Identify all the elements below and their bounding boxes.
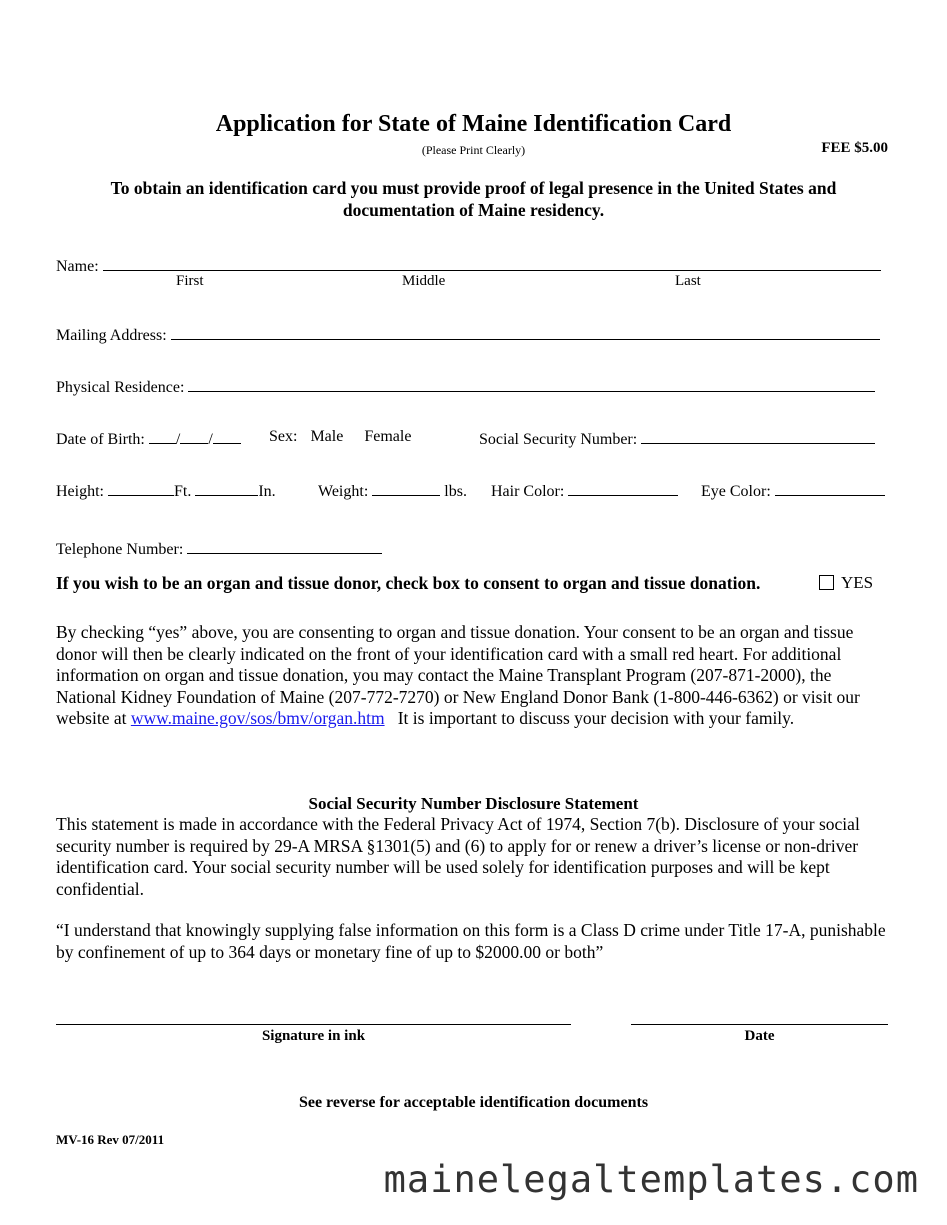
hair-label: Hair Color: <box>491 483 565 500</box>
name-sub-last: Last <box>675 273 701 289</box>
height-label: Height: <box>56 483 104 500</box>
eye-label: Eye Color: <box>701 483 771 500</box>
name-sub-middle: Middle <box>402 273 446 289</box>
weight-row <box>318 480 467 501</box>
name-field[interactable] <box>103 255 881 271</box>
sex-row <box>269 428 411 446</box>
dob-day-field[interactable] <box>180 428 208 444</box>
ssn-field[interactable] <box>641 428 875 444</box>
weight-label: Weight: <box>318 483 369 500</box>
donor-info-text-end: It is important to discuss your decision with your family. <box>384 708 795 728</box>
eye-color-field[interactable] <box>775 480 885 496</box>
phone-row <box>56 538 382 559</box>
dob-label: Date of Birth: <box>56 431 145 448</box>
sex-female-option[interactable]: Female <box>364 428 412 445</box>
physical-row <box>56 376 875 397</box>
sex-male-option[interactable]: Male <box>310 428 344 445</box>
sex-label: Sex: <box>269 428 298 445</box>
donor-yes-label: YES <box>841 573 874 592</box>
physical-residence-field[interactable] <box>188 376 875 392</box>
intro-statement: To obtain an identification card you must provide proof of legal presence in the United States and documentation of Maine residency. <box>110 178 837 220</box>
dob-row <box>56 428 241 449</box>
mailing-address-field[interactable] <box>171 324 880 340</box>
ft-label: Ft. <box>174 483 192 500</box>
weight-field[interactable] <box>372 480 440 496</box>
lbs-label: lbs. <box>444 483 467 500</box>
height-in-field[interactable] <box>195 480 258 496</box>
ssn-disclosure-text: This statement is made in accordance with the Federal Privacy Act of 1974, Section 7(b). Disclosure of your social security number is required by 29-A MRSA §1301(5) and (6) to apply for or renew a driver’s license or non-driver identification card. Your social security number will be used solely for identification purposes and will be kept confidential. <box>56 814 860 899</box>
mailing-label: Mailing Address: <box>56 327 167 344</box>
eye-row <box>701 480 885 501</box>
in-label: In. <box>258 483 276 500</box>
date-line[interactable] <box>631 1024 888 1025</box>
ssn-row <box>479 428 875 449</box>
donor-info-paragraph <box>56 622 894 730</box>
reverse-note: See reverse for acceptable identification documents <box>298 1094 649 1111</box>
form-id: MV-16 Rev 07/2011 <box>56 1132 165 1147</box>
ssn-disclosure-heading: Social Security Number Disclosure Statement <box>308 794 639 813</box>
hair-color-field[interactable] <box>568 480 678 496</box>
false-info-warning: “I understand that knowingly supplying false information on this form is a Class D crime under Title 17-A, punishable by confinement of up to 364 days or monetary fine of up to $2000.00 or both” <box>56 920 886 962</box>
phone-label: Telephone Number: <box>56 541 184 558</box>
organ-donation-link[interactable]: www.maine.gov/sos/bmv/organ.htm <box>130 708 385 728</box>
height-ft-field[interactable] <box>108 480 174 496</box>
date-label: Date <box>744 1028 775 1044</box>
phone-field[interactable] <box>187 538 382 554</box>
dob-month-field[interactable] <box>149 428 176 444</box>
name-label: Name: <box>56 258 99 275</box>
dob-year-field[interactable] <box>213 428 241 444</box>
watermark: mainelegaltemplates.com <box>383 1158 919 1201</box>
form-subtitle: (Please Print Clearly) <box>421 143 526 157</box>
donor-info-text: By checking “yes” above, you are consenting to organ and tissue donation. Your consent to be an organ and tissue donor will then be clearly indicated on the front of your identification card with a small red heart. For additional information on organ and tissue donation, you may contact the Maine Transplant Program (207-871-2000), the National Kidney Foundation of Maine (207-772-7270) or New England Donor Bank (1-800-446-6362) or visit our website at <box>56 622 860 728</box>
ssn-label: Social Security Number: <box>479 431 638 448</box>
signature-line[interactable] <box>56 1024 571 1025</box>
hair-row <box>491 480 678 501</box>
donor-prompt: If you wish to be an organ and tissue donor, check box to consent to organ and tissue donation. <box>56 573 761 593</box>
signature-label: Signature in ink <box>261 1028 366 1044</box>
name-sub-first: First <box>176 273 204 289</box>
dob-sep: / <box>208 431 213 448</box>
fee-label: FEE $5.00 <box>821 140 888 156</box>
donor-yes-checkbox[interactable] <box>819 575 834 590</box>
physical-label: Physical Residence: <box>56 379 185 396</box>
dob-sep: / <box>175 431 181 448</box>
mailing-row <box>56 324 880 345</box>
physical-traits-row <box>56 480 276 501</box>
form-title: Application for State of Maine Identification Card <box>215 111 732 137</box>
